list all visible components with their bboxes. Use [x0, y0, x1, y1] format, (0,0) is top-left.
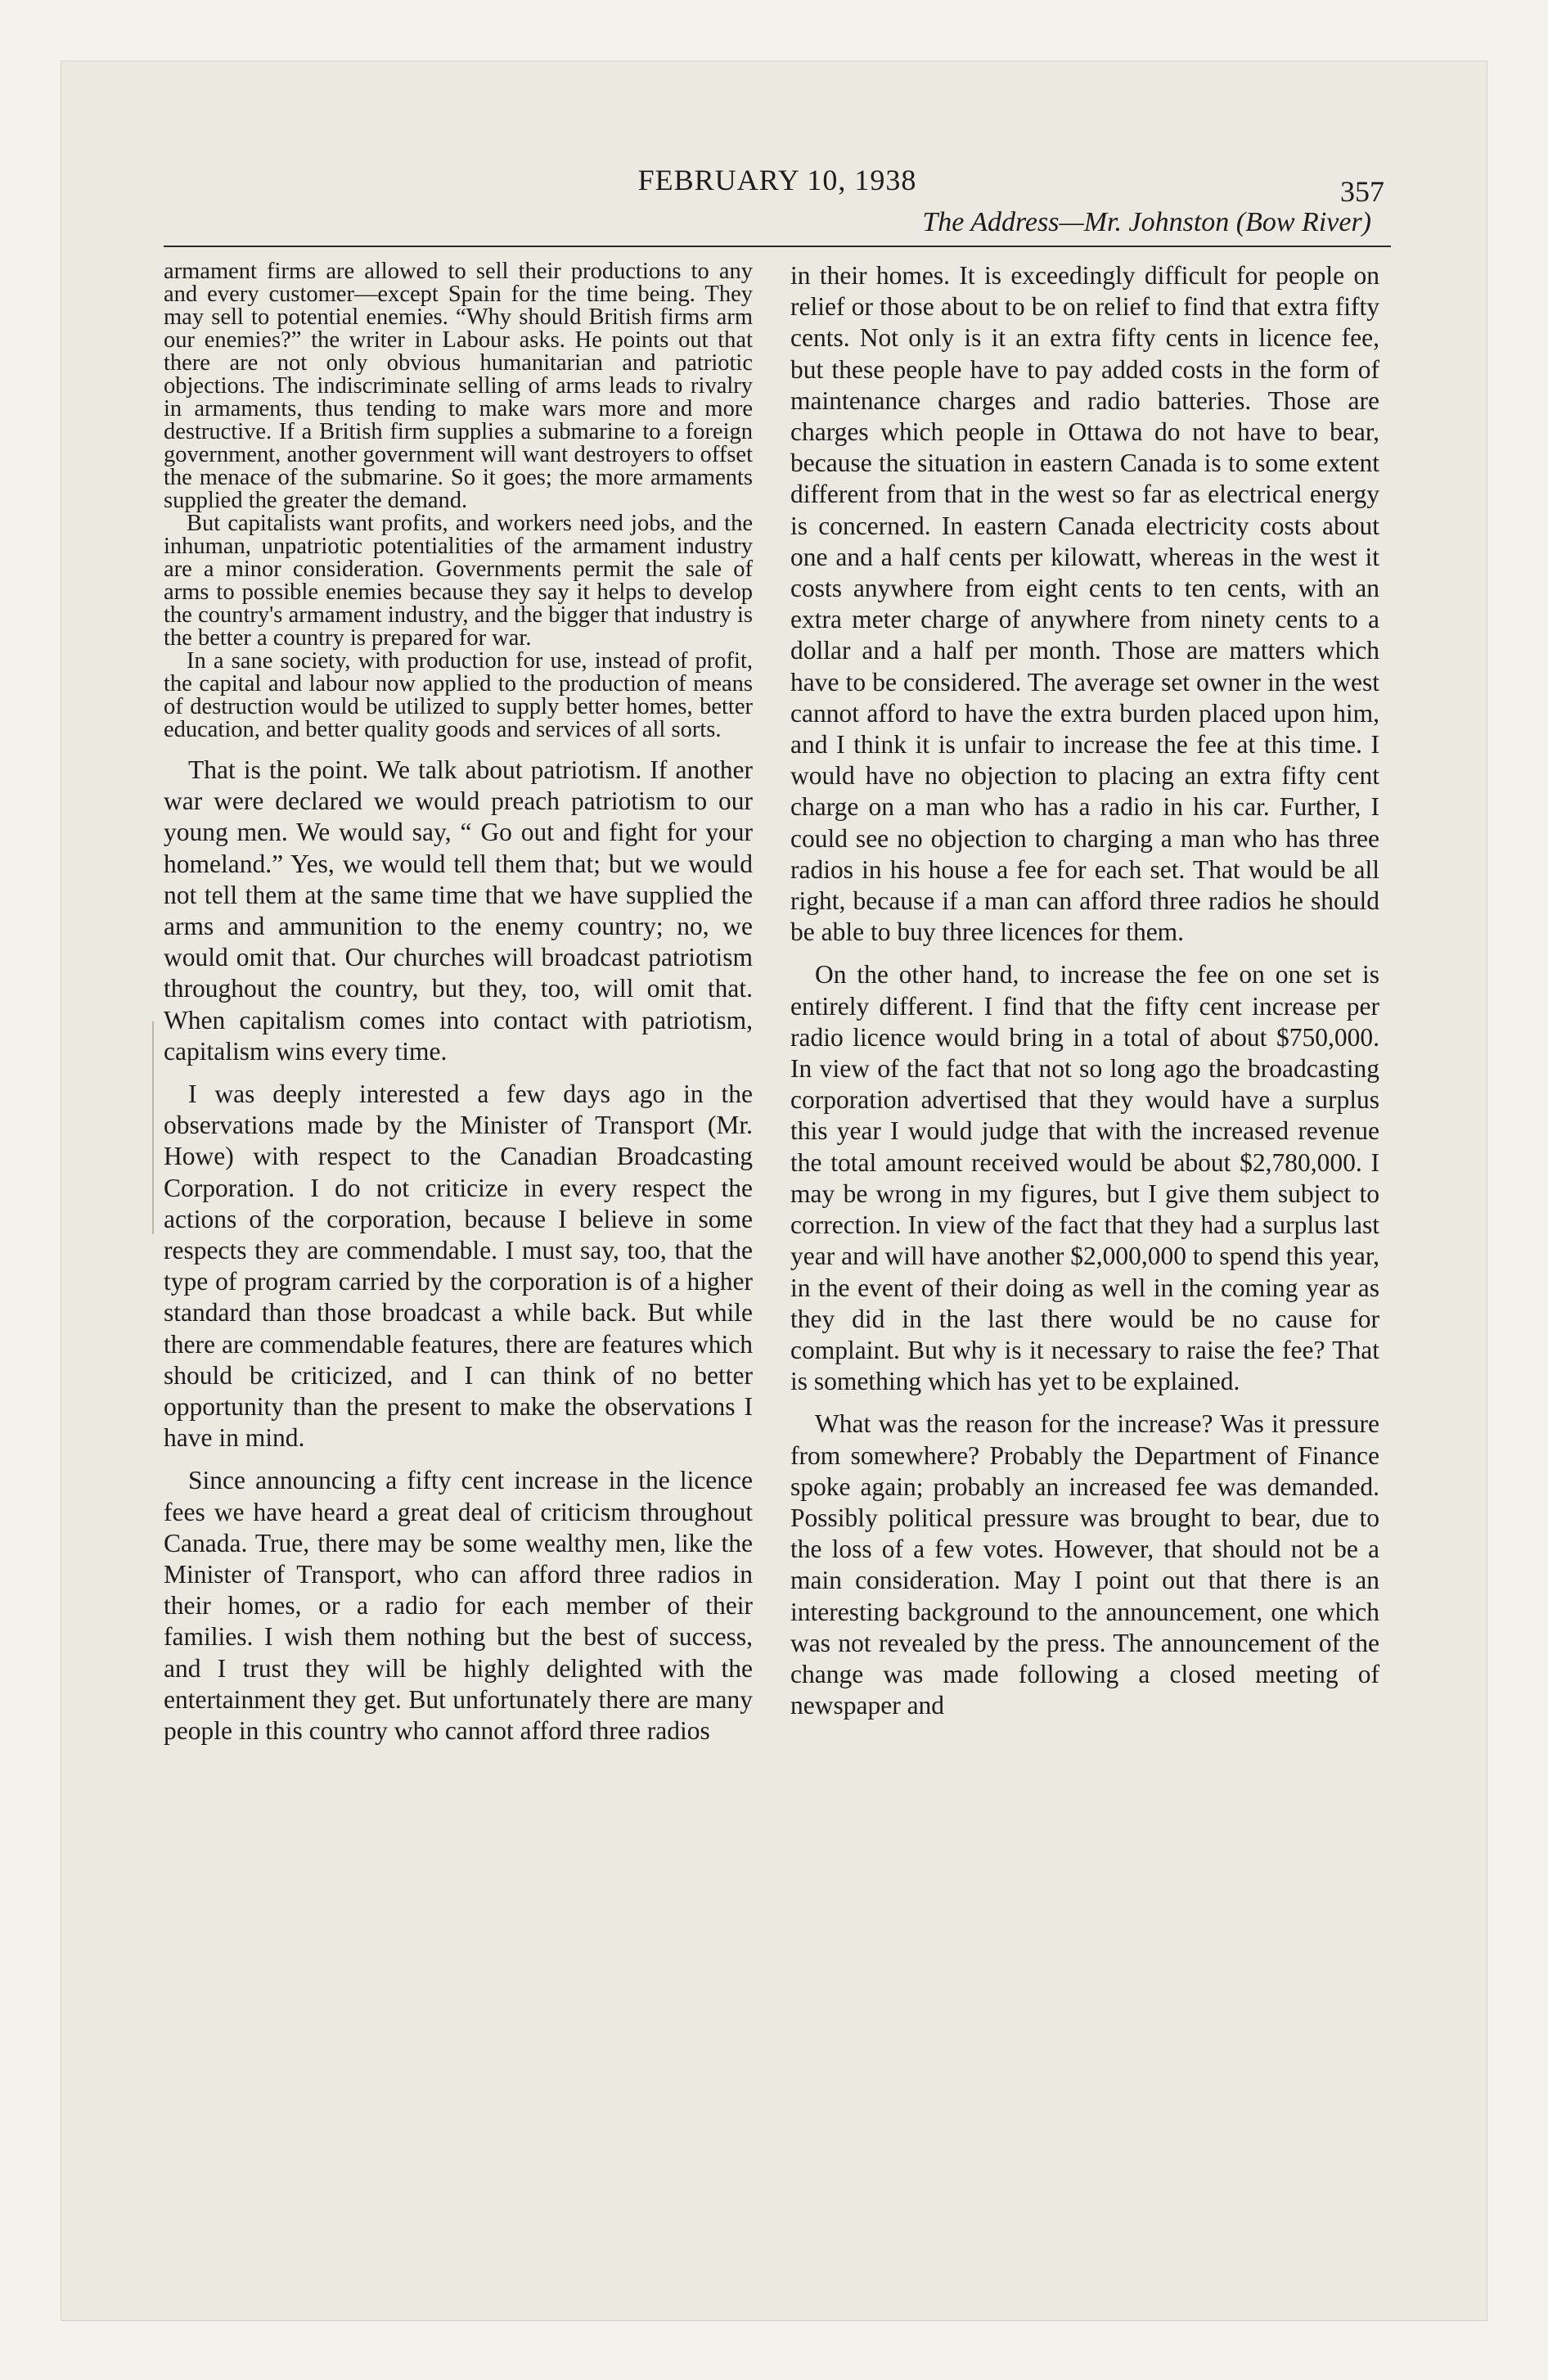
body-paragraph: Since announcing a fifty cent increase in the licence fees we have heard a great deal of criticism throughout Canada. True, there may be some wealthy men, like the Minister of Transport, who can afford three radios in their homes, or a radio for each member of their families. I wish them nothing but the best of success, and I trust they will be highly delighted with the entertainment they get. But unfortunately there are many people in this country who cannot afford three radios [164, 1466, 753, 1746]
quote-paragraph: armament firms are allowed to sell their productions to any and every customer—except Spain for the time being. They may sell to potential enemies. “Why should British firms arm our enemies?” the writer in Labour asks. He points out that there are not only obvious humanitarian and patriotic objections. The indiscriminate selling of arms leads to rivalry in armaments, thus tending to make wars more and more destructive. If a British firm supplies a submarine to a foreign government, another government will want destroyers to offset the menace of the submarine. So it goes; the more armaments supplied the greater the demand. [164, 259, 753, 513]
body-paragraph: That is the point. We talk about patriotism. If another war were declared we would preach patriotism to our young men. We would say, “ Go out and fight for your homeland.” Yes, we would tell them that; but we would not tell them at the same time that we have supplied the arms and ammunition to the enemy country; no, we would omit that. Our churches will broadcast patriotism throughout the country, but they, too, will omit that. When capitalism comes into contact with patriotism, capitalism wins every time. [164, 755, 753, 1066]
page-date-header: FEBRUARY 10, 1938 [637, 164, 917, 196]
body-paragraph: I was deeply interested a few days ago in the observations made by the Minister of Transport (Mr. Howe) with respect to the Canadian Broadcasting Corporation. I do not criticize in every respect the actions of the corporation, because I believe in some respects they are commendable. I must say, too, that the type of program carried by the corporation is of a higher standard than those broadcast a while back. But while there are commendable features, there are features which should be criticized, and I can think of no better opportunity than the present to make the observations I have in mind. [164, 1080, 753, 1453]
page-number: 357 [1340, 175, 1384, 208]
header-rule [164, 246, 1391, 247]
section-subtitle: The Address—Mr. Johnston (Bow River) [922, 207, 1371, 237]
hansard-page [164, 164, 1391, 2259]
margin-mark [152, 1021, 154, 1234]
quote-paragraph: In a sane society, with production for use, instead of profit, the capital and labour now applied to the production of means of destruction would be utilized to supply better homes, better education, and better quality goods and services of all sorts. [164, 648, 753, 742]
quote-paragraph: But capitalists want profits, and workers need jobs, and the inhuman, unpatriotic potentialities of the armament industry are a minor consideration. Governments permit the sale of arms to possible enemies because they say it helps to develop the country's armament industry, and the bigger that industry is the better a country is prepared for war. [164, 511, 753, 651]
left-column [164, 260, 753, 1758]
quoted-passage [164, 260, 753, 741]
speech-text-left [164, 755, 753, 1747]
body-paragraph: On the other hand, to increase the fee on one set is entirely different. I find that the fifty cent increase per radio licence would bring in a total of about $750,000. In view of the fact that not so long ago the broadcasting corporation advertised that they would have a surplus this year I would judge that with the increased revenue the total amount received would be about $2,780,000. I may be wrong in my figures, but I give them subject to correction. In view of the fact that they had a surplus last year and will have another $2,000,000 to spend this year, in the event of their doing as well in the coming year as they did in the last there would be no cause for complaint. But why is it necessary to raise the fee? That is something which has yet to be explained. [790, 960, 1379, 1396]
right-column [790, 260, 1379, 1733]
body-paragraph: What was the reason for the increase? Was it pressure from somewhere? Probably the Department of Finance spoke again; probably an increased fee was demanded. Possibly political pressure was brought to bear, due to the loss of a few votes. However, that should not be a main consideration. May I point out that there is an interesting background to the announcement, one which was not revealed by the press. The announcement of the change was made following a closed meeting of newspaper and [790, 1409, 1379, 1720]
body-paragraph: in their homes. It is exceedingly difficult for people on relief or those about to be on relief to find that extra fifty cents. Not only is it an extra fifty cents in licence fee, but these people have to pay added costs in the form of maintenance charges and radio batteries. Those are charges which people in Ottawa do not have to bear, because the situation in eastern Canada is to some extent different from that in the west so far as electrical energy is concerned. In eastern Canada electricity costs about one and a half cents per kilowatt, whereas in the west it costs anywhere from eight cents to ten cents, with an extra meter charge of anywhere from ninety cents to a dollar and a half per month. Those are matters which have to be considered. The average set owner in the west cannot afford to have the extra burden placed upon him, and I think it is unfair to increase the fee at this time. I would have no objection to placing an extra fifty cent charge on a man who has a radio in his car. Further, I could see no objection to charging a man who has three radios in his house a fee for each set. That would be all right, because if a man can afford three radios he should be able to buy three licences for them. [790, 261, 1379, 947]
